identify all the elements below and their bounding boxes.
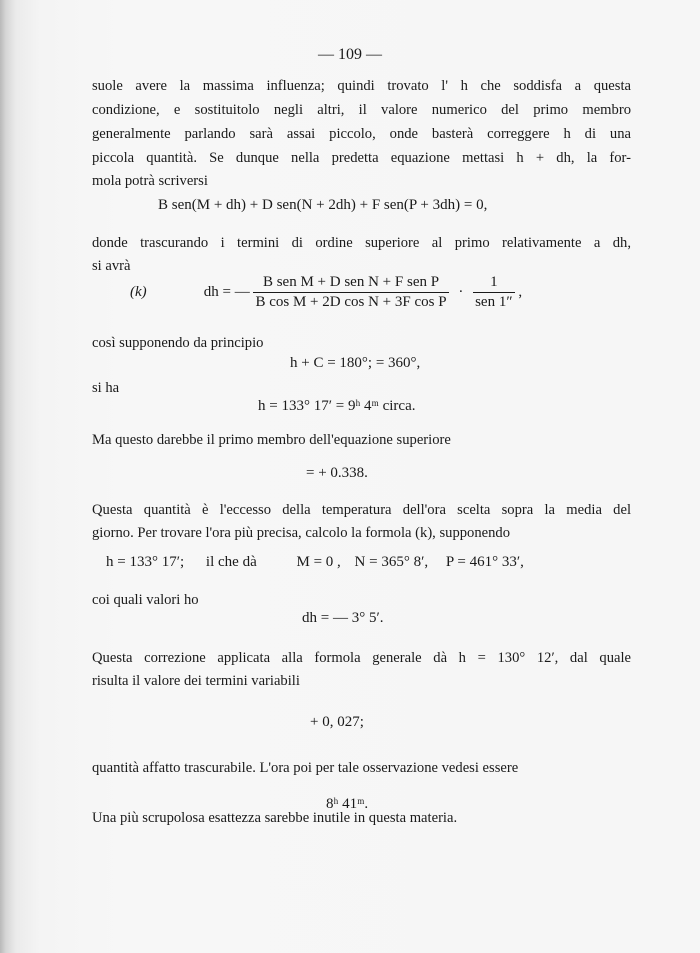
paragraph-4: si ha bbox=[92, 380, 120, 396]
equation-3: h = 133° 17′ = 9ʰ 4ᵐ circa. bbox=[258, 398, 416, 414]
paragraph-1-line-4: piccola quantità. Se dunque nella predetta equazione mettasi h + dh, la for- bbox=[92, 150, 631, 166]
equation-k-factor-numerator: 1 bbox=[473, 274, 515, 293]
equation-k-denominator: B cos M + 2D cos N + 3F cos P bbox=[255, 294, 447, 310]
equation-k bbox=[130, 274, 522, 311]
paragraph-7: coi quali valori ho bbox=[92, 592, 199, 608]
paragraph-6-line-2: giorno. Per trovare l'ora più precisa, calcolo la formola (k), supponendo bbox=[92, 525, 511, 541]
paragraph-1-line-3: generalmente parlando sarà assai piccolo, onde basterà correggere h di una bbox=[92, 126, 631, 142]
equation-5-m: M = 0 , bbox=[296, 554, 341, 570]
paragraph-2-line-1: donde trascurando i termini di ordine superiore al primo relativamente a dh, bbox=[92, 235, 631, 251]
paragraph-2-line-2: si avrà bbox=[92, 258, 131, 274]
equation-1: B sen(M + dh) + D sen(N + 2dh) + F sen(P + 3dh) = 0, bbox=[158, 197, 488, 213]
equation-k-main-fraction bbox=[253, 274, 448, 311]
paragraph-5: Ma questo darebbe il primo membro dell'equazione superiore bbox=[92, 432, 451, 448]
equation-7: + 0, 027; bbox=[310, 714, 364, 730]
paragraph-8-line-2: risulta il valore dei termini variabili bbox=[92, 673, 300, 689]
equation-5-p: P = 461° 33′, bbox=[445, 554, 524, 570]
equation-6: dh = — 3° 5′. bbox=[302, 610, 384, 626]
equation-k-numerator: B sen M + D sen N + F sen P bbox=[253, 274, 448, 293]
paragraph-6-line-1: Questa quantità è l'eccesso della temperatura dell'ora scelta sopra la media del bbox=[92, 502, 631, 518]
paragraph-9: quantità affatto trascurabile. L'ora poi per tale osservazione vedesi essere bbox=[92, 760, 519, 776]
paragraph-1-line-2: condizione, e sostituitolo negli altri, il valore numerico del primo membro bbox=[92, 102, 631, 118]
paragraph-10: Una più scrupolosa esattezza sarebbe inutile in questa materia. bbox=[92, 810, 458, 826]
equation-5-n: N = 365° 8′, bbox=[354, 554, 429, 570]
equation-k-lhs: dh = — bbox=[203, 284, 250, 300]
equation-4: = + 0.338. bbox=[306, 465, 368, 481]
equation-5 bbox=[106, 554, 636, 571]
equation-k-dot: · bbox=[458, 284, 464, 300]
equation-5-text: il che dà bbox=[205, 554, 257, 570]
equation-2: h + C = 180°; = 360°, bbox=[290, 355, 421, 371]
paragraph-1-line-5: mola potrà scriversi bbox=[92, 173, 208, 189]
equation-k-label: (k) bbox=[130, 284, 147, 300]
paragraph-8-line-1: Questa correzione applicata alla formola generale dà h = 130° 12′, dal quale bbox=[92, 650, 631, 666]
equation-5-h: h = 133° 17′; bbox=[106, 554, 185, 570]
page-number: — 109 — bbox=[318, 46, 382, 63]
paragraph-3: così supponendo da principio bbox=[92, 335, 264, 351]
equation-k-factor-denominator: sen 1″ bbox=[475, 294, 513, 310]
equation-8: 8ʰ 41ᵐ. bbox=[326, 796, 369, 812]
equation-k-trailing: , bbox=[518, 284, 523, 300]
equation-k-factor-fraction bbox=[473, 274, 515, 311]
paragraph-1-line-1: suole avere la massima influenza; quindi trovato l' h che soddisfa a questa bbox=[92, 78, 631, 94]
